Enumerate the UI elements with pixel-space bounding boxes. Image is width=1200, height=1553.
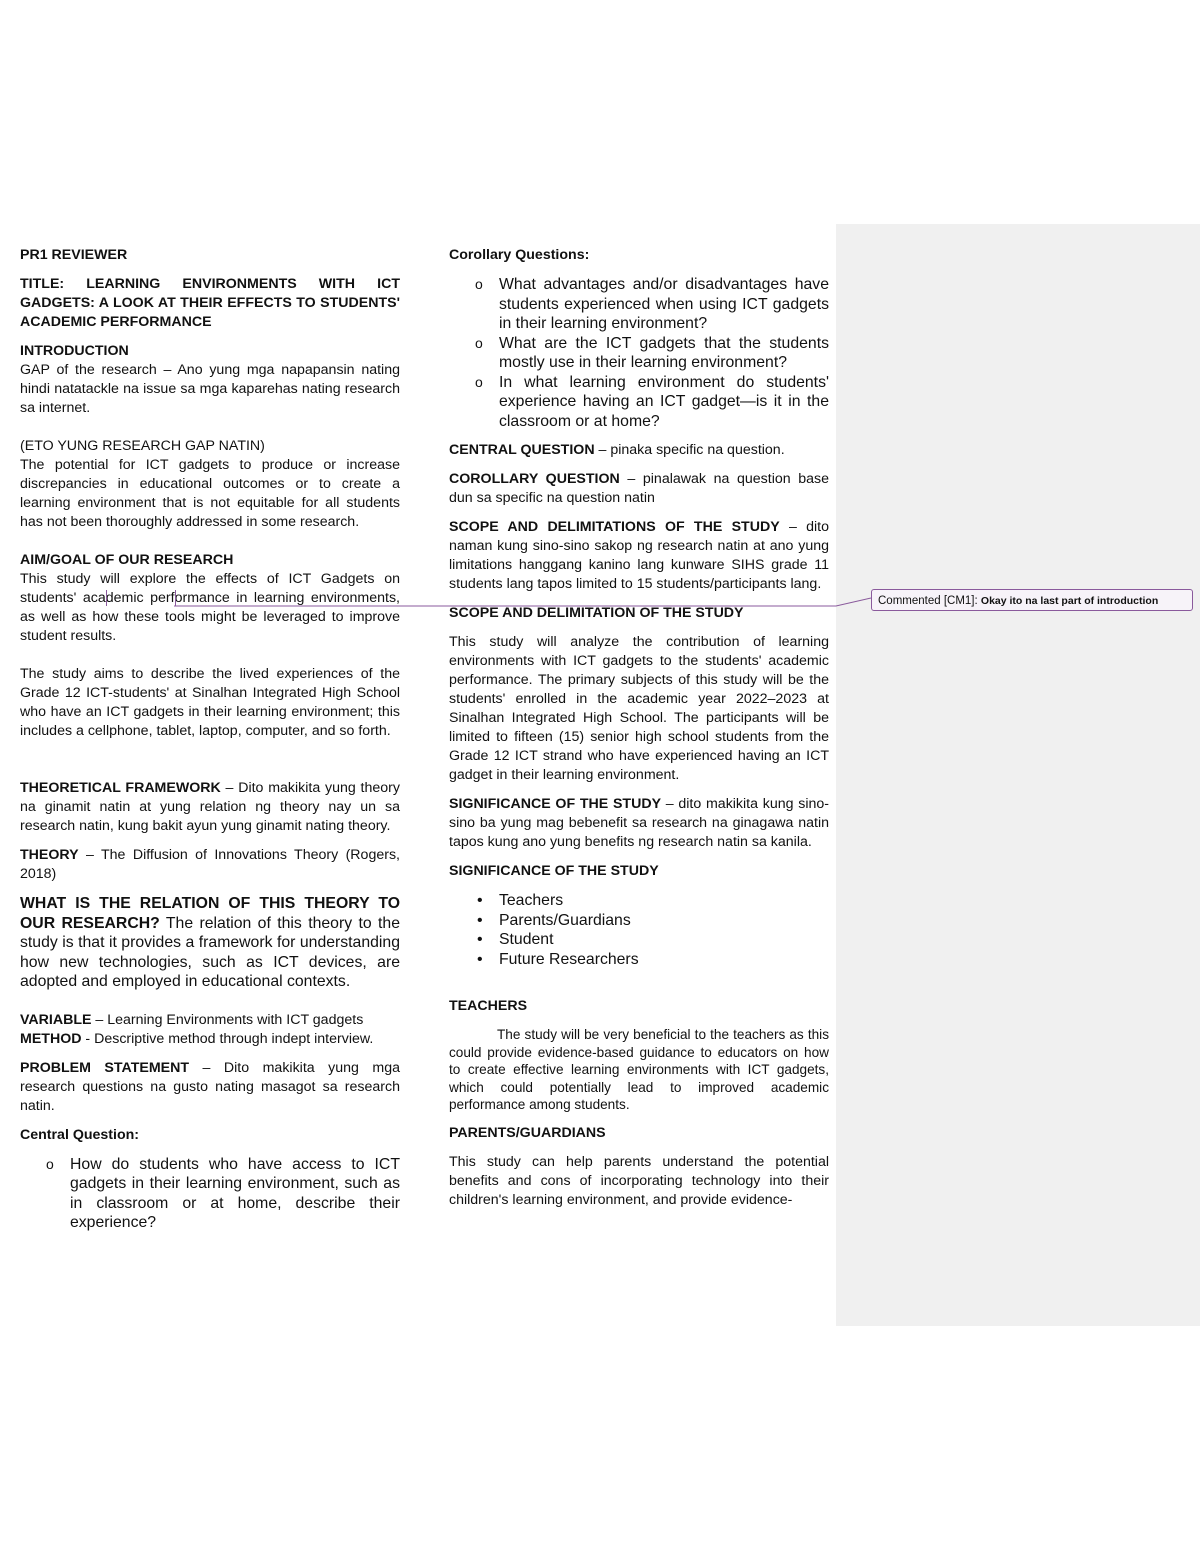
theoretical-framework-label: THEORETICAL FRAMEWORK — [20, 780, 221, 796]
central-question-def-text: – pinaka specific na question. — [594, 442, 785, 458]
teachers-text: The study will be very beneficial to the teachers as this could provide evidence-based guidance to educators on how to create effective learning environments with ICT gadgets, which could potentially lead to improved academic performance among students. — [449, 1027, 829, 1113]
theory-relation-text: The relation of this theory to the study is that it provides a framework for understanding how new technologies, such as ICT devices, are adopted and employed in educational contexts. — [20, 914, 401, 990]
central-question-definition — [449, 441, 829, 460]
comment-balloon[interactable] — [871, 589, 1193, 611]
significance-heading: SIGNIFICANCE OF THE STUDY — [449, 863, 659, 879]
beneficiary-text: Teachers — [499, 892, 564, 909]
significance-label: SIGNIFICANCE OF THE STUDY — [449, 796, 662, 812]
central-question-label: CENTRAL QUESTION — [449, 442, 595, 458]
disc-bullet-icon: • — [477, 950, 483, 968]
document-title: TITLE: LEARNING ENVIRONMENTS WITH ICT GADGETS: A LOOK AT THEIR EFFECTS TO STUDENTS' ACADEMIC PERFORMANCE — [20, 276, 400, 330]
method-label: METHOD — [20, 1030, 82, 1047]
variable-text: – Learning Environments with ICT gadgets — [91, 1011, 364, 1028]
method-text: - Descriptive method through indept interview. — [81, 1030, 374, 1047]
comment-margin-pane — [836, 224, 1200, 1326]
teachers-heading: TEACHERS — [449, 998, 528, 1014]
scope-heading: SCOPE AND DELIMITATION OF THE STUDY — [449, 605, 744, 621]
theory-label: THEORY — [20, 847, 79, 863]
significance-def-text: – dito makikita kung sino-sino ba yung mag bebenefit sa research na ginagawa natin tapos kung ano yung benefits ng research natin sa kanila. — [449, 796, 829, 850]
document-header: PR1 REVIEWER — [20, 247, 128, 263]
scope-label: SCOPE AND DELIMITATIONS OF THE STUDY — [449, 519, 780, 535]
list-item — [449, 334, 829, 373]
theoretical-framework-text: – Dito makikita yung theory na ginamit natin at yung relation ng theory nay un sa research natin, kung bakit ayun yung ginamit nating theory. — [20, 780, 400, 834]
problem-statement-label: PROBLEM STATEMENT — [20, 1059, 190, 1076]
significance-definition — [449, 795, 829, 852]
beneficiary-text: Student — [499, 931, 554, 948]
circle-bullet-icon: o — [475, 373, 483, 390]
aim-text-1: This study will explore the effects of ICT Gadgets on students' academic performance in learning environments, as well as how these tools might be leveraged to improve student results. — [20, 571, 400, 644]
left-column — [20, 246, 400, 1243]
right-column — [449, 246, 829, 1220]
corollary-question-definition — [449, 470, 829, 508]
corollary-questions-heading: Corollary Questions: — [449, 247, 590, 263]
circle-bullet-icon: o — [46, 1155, 54, 1172]
disc-bullet-icon: • — [477, 931, 483, 948]
parents-text: This study can help parents understand the potential benefits and cons of incorporating technology into their children's learning environment, and provide evidence- — [449, 1153, 829, 1208]
parents-heading: PARENTS/GUARDIANS — [449, 1124, 606, 1141]
disc-bullet-icon: • — [477, 892, 483, 909]
theory-text: – The Diffusion of Innovations Theory (Rogers, 2018) — [20, 847, 400, 882]
central-question-list — [20, 1155, 400, 1233]
method — [20, 1030, 400, 1049]
list-item — [449, 930, 829, 950]
corollary-question-label: COROLLARY QUESTION — [449, 471, 620, 487]
problem-statement-text: – Dito makikita yung mga research questions na gusto nating masagot sa research natin. — [20, 1059, 400, 1114]
variable — [20, 1011, 400, 1030]
comment-text: Okay ito na last part of introduction — [980, 595, 1159, 607]
introduction-text: GAP of the research – Ano yung mga napapansin nating hindi natatackle na issue sa mga kaparehas nating research sa internet. — [20, 362, 400, 416]
central-question-heading: Central Question: — [20, 1126, 140, 1143]
introduction-heading: INTRODUCTION — [20, 343, 129, 359]
problem-statement — [20, 1059, 400, 1116]
scope-def-text: – dito naman kung sino-sino sakop ng research natin at ano yung limitations hanggang kanino lang kunware SIHS grade 11 students lang tapos limited to 15 students/participants lang. — [449, 519, 829, 592]
list-item — [449, 891, 829, 911]
list-item — [449, 275, 829, 334]
scope-text: This study will analyze the contribution of learning environments with ICT gadgets to the students' academic performance. The primary subjects of this study will be the students' enrolled in the academic year 2022–2023 at Sinalhan Integrated High School. The participants will be limited to fifteen (15) senior high school students from the Grade 12 ICT strand who have experienced having an ICT gadget in their learning environment. — [449, 634, 829, 783]
research-gap-text: The potential for ICT gadgets to produce or increase discrepancies in educational outcomes or to create a learning environment that is not equitable for all students has not been thoroughly addressed in some research. — [20, 457, 400, 530]
research-gap-label: (ETO YUNG RESEARCH GAP NATIN) — [20, 438, 265, 454]
theory — [20, 846, 400, 884]
list-item — [449, 950, 829, 970]
list-item — [449, 911, 829, 931]
list-item — [20, 1155, 400, 1233]
variable-label: VARIABLE — [20, 1011, 92, 1028]
corollary-question-def-text: – pinalawak na question base dun sa specific na question natin — [449, 471, 829, 506]
beneficiary-text: Future Researchers — [499, 950, 639, 968]
comment-anchor[interactable] — [106, 590, 176, 606]
circle-bullet-icon: o — [475, 334, 483, 351]
corollary-question-text: What advantages and/or disadvantages have students experienced when using ICT gadgets in their learning environment? — [499, 276, 829, 332]
aim-heading: AIM/GOAL OF OUR RESEARCH — [20, 552, 234, 568]
central-question-text: How do students who have access to ICT gadgets in their learning environment, such as in classroom or at home, describe their experience? — [70, 1155, 400, 1231]
beneficiaries-list — [449, 891, 829, 969]
comment-label: Commented [CM1]: — [878, 595, 978, 607]
corollary-question-text: In what learning environment do students' experience having an ICT gadget—is it in the classroom or at home? — [499, 373, 829, 430]
aim-text-2: The study aims to describe the lived experiences of the Grade 12 ICT-students' at Sinalhan Integrated High School who have an ICT gadgets in their learning environment; this includes a cellphone, tablet, laptop, computer, and so forth. — [20, 666, 400, 739]
circle-bullet-icon: o — [475, 276, 483, 292]
theoretical-framework — [20, 779, 400, 836]
theory-relation-label: WHAT IS THE RELATION OF THIS THEORY TO OUR RESEARCH? — [20, 895, 400, 932]
list-item — [449, 373, 829, 432]
theory-relation — [20, 894, 400, 992]
disc-bullet-icon: • — [477, 911, 483, 929]
corollary-question-list — [449, 275, 829, 431]
corollary-question-text: What are the ICT gadgets that the students mostly use in their learning environment? — [499, 334, 829, 371]
scope-definition — [449, 518, 829, 594]
beneficiary-text: Parents/Guardians — [499, 911, 631, 929]
